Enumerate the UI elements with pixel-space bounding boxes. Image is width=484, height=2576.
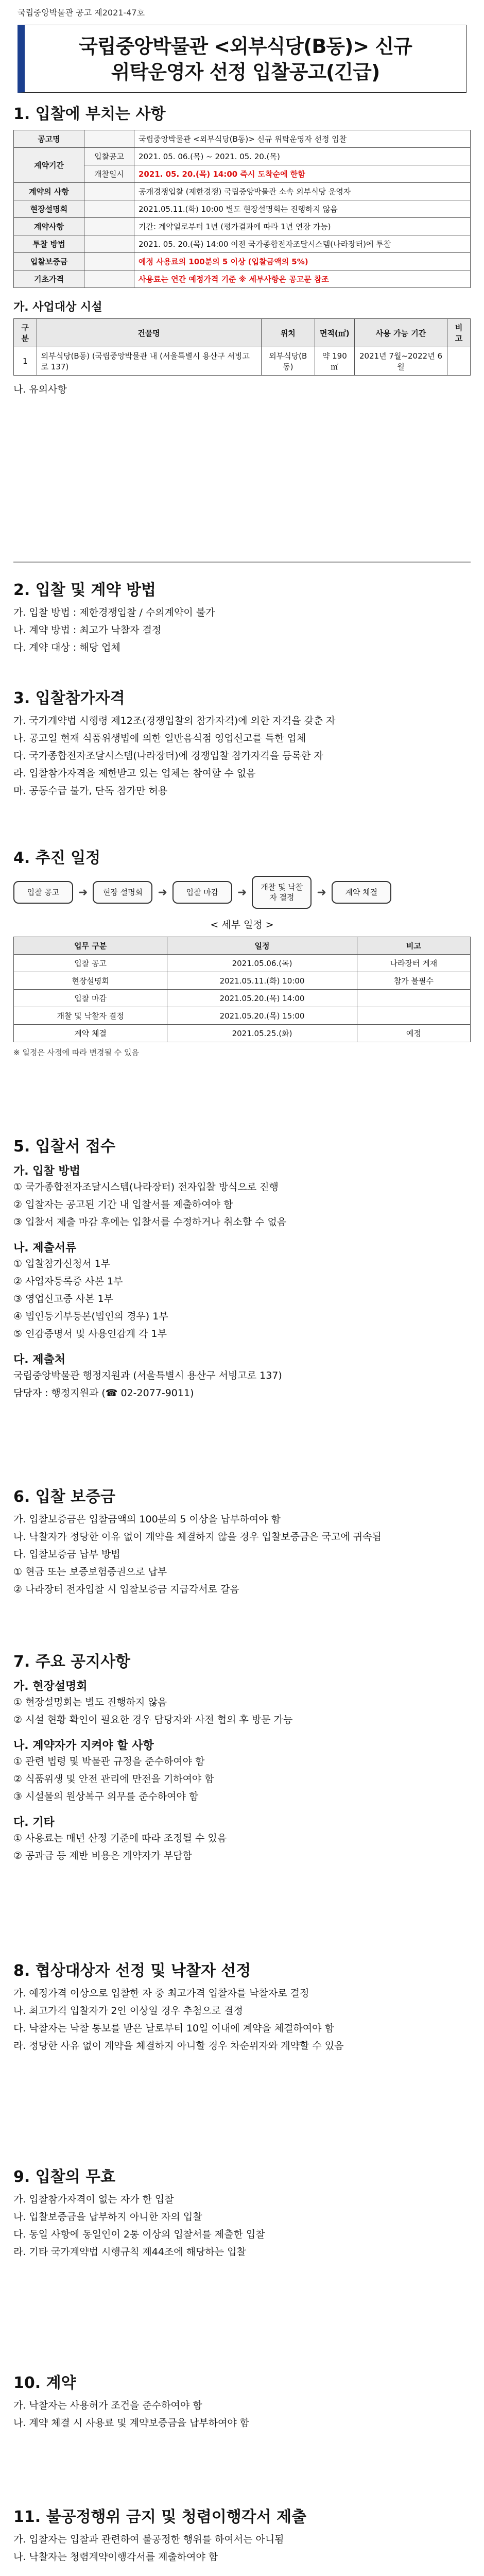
section-4-heading: 4. 추진 일정 (13, 849, 101, 867)
list-item: ② 공과금 등 제반 비용은 계약자가 부담함 (13, 1850, 192, 1861)
divider (13, 562, 471, 563)
section-11-heading: 11. 불공정행위 금지 및 청렴이행각서 제출 (13, 2508, 307, 2526)
list-item: ⑤ 인감증명서 및 사용인감계 각 1부 (13, 1328, 167, 1340)
list-item: ① 입찰참가신청서 1부 (13, 1258, 111, 1269)
section-7-heading: 7. 주요 공지사항 (13, 1653, 131, 1671)
table-row: 계약의 사항 공개경쟁입찰 (제한경쟁) 국립중앙박물관 소속 외부식당 운영자 (14, 183, 471, 200)
table-row: 1 외부식당(B동) (국립중앙박물관 내 (서울특별시 용산구 서빙고로 137) 외부식당(B동) 약 190㎡ 2021년 7월~2022년 6월 (14, 347, 471, 376)
section-6 (13, 1484, 471, 1598)
list-item: ② 나라장터 전자입찰 시 입찰보증금 지급각서로 갈음 (13, 1584, 239, 1595)
section-7 (13, 1649, 471, 1865)
section-1-table (13, 130, 471, 288)
list-item: 나. 최고가격 입찰자가 2인 이상일 경우 추첨으로 결정 (13, 2005, 243, 2016)
list-item: 가. 입찰 방법 : 제한경쟁입찰 / 수의계약이 불가 (13, 607, 215, 618)
facility-table (13, 318, 471, 376)
facility-heading: 가. 사업대상 시설 (13, 301, 102, 314)
list-item: ② 식품위생 및 안전 관리에 만전을 기하여야 함 (13, 1773, 214, 1785)
table-row: 입찰 마감 2021.05.20.(목) 14:00 (14, 990, 471, 1007)
table-row: 기초가격 사용료는 연간 예정가격 기준 ※ 세부사항은 공고문 참조 (14, 270, 471, 288)
list-item: 다. 입찰보증금 납부 방법 (13, 1549, 120, 1560)
schedule-table (13, 937, 471, 1042)
list-item: 나. 공고일 현재 식품위생법에 의한 일반음식점 영업신고를 득한 업체 (13, 733, 306, 744)
list-item: 가. 입찰참가자격이 없는 자가 한 입찰 (13, 2194, 174, 2205)
list-item: ② 시설 현황 확인이 필요한 경우 담당자와 사전 협의 후 방문 가능 (13, 1714, 293, 1725)
table-header-row: 구분 건물명 위치 면적(㎡) 사용 가능 기간 비고 (14, 319, 471, 347)
table-row: 입찰보증금 예정 사용료의 100분의 5 이상 (입찰금액의 5%) (14, 253, 471, 270)
section-10-heading: 10. 계약 (13, 2374, 76, 2392)
list-item: ② 사업자등록증 사본 1부 (13, 1276, 123, 1287)
list-item: 라. 정당한 사유 없이 계약을 체결하지 아니할 경우 차순위자와 계약할 수 있음 (13, 2040, 344, 2052)
table-row: 투찰 방법 2021. 05. 20.(목) 14:00 이전 국가종합전자조달시스템(나라장터)에 투찰 (14, 235, 471, 253)
list-item: ① 현금 또는 보증보험증권으로 납부 (13, 1566, 167, 1578)
table-row: 공고명 국립중앙박물관 <외부식당(B동)> 신규 위탁운영자 선정 입찰 (14, 130, 471, 148)
list-item: ③ 영업신고증 사본 1부 (13, 1293, 114, 1304)
table-header-row: 업무 구분 일정 비고 (14, 937, 471, 955)
list-item: 나. 낙찰자가 정당한 이유 없이 계약을 체결하지 않을 경우 입찰보증금은 국고에 귀속됨 (13, 1531, 382, 1543)
arrow-right-icon: ➜ (78, 886, 88, 899)
list-item: 가. 국가계약법 시행령 제12조(경쟁입찰의 참가자격)에 의한 자격을 갖춘 자 (13, 715, 336, 726)
section-8 (13, 1958, 471, 2055)
subheading: 다. 제출처 (13, 1353, 66, 1366)
flow-step: 입찰 공고 (13, 881, 73, 904)
schedule-note: ※ 일정은 사정에 따라 변경될 수 있음 (13, 1048, 140, 1057)
list-item: 다. 국가종합전자조달시스템(나라장터)에 경쟁입찰 참가자격을 등록한 자 (13, 750, 323, 761)
section-8-heading: 8. 협상대상자 선정 및 낙찰자 선정 (13, 1962, 251, 1980)
table-row: 계약 체결 2021.05.25.(화) 예정 (14, 1025, 471, 1042)
list-item: ① 관련 법령 및 박물관 규정을 준수하여야 함 (13, 1756, 205, 1767)
section-2 (13, 577, 471, 656)
list-item: ② 입찰자는 공고된 기간 내 입찰서를 제출하여야 함 (13, 1199, 233, 1210)
title-box (18, 25, 466, 93)
list-item: 다. 동일 사항에 동일인이 2통 이상의 입찰서를 제출한 입찰 (13, 2229, 265, 2240)
list-item: 마. 공동수급 불가, 단독 참가만 허용 (13, 785, 168, 796)
flow-step: 현장 설명회 (93, 881, 152, 904)
list-item: ① 현장설명회는 별도 진행하지 않음 (13, 1697, 167, 1708)
table-row: 입찰 공고 2021.05.06.(목) 나라장터 게재 (14, 955, 471, 972)
list-item: ③ 시설물의 원상복구 의무를 준수하여야 함 (13, 1791, 199, 1802)
table-row: 개찰일시 2021. 05. 20.(목) 14:00 즉시 도착순에 한함 (14, 165, 471, 183)
list-item: 국립중앙박물관 행정지원과 (서울특별시 용산구 서빙고로 137) (13, 1370, 282, 1381)
section-9-heading: 9. 입찰의 무효 (13, 2168, 116, 2186)
subheading: 나. 계약자가 지켜야 할 사항 (13, 1739, 154, 1752)
section-10 (13, 2370, 471, 2432)
list-item: 다. 계약 대상 : 해당 업체 (13, 642, 120, 653)
list-item: 담당자 : 행정지원과 (☎ 02-2077-9011) (13, 1387, 194, 1399)
table-row: 계약기간 입찰공고 2021. 05. 06.(목) ~ 2021. 05. 20.(목) (14, 148, 471, 165)
list-item: 다. 낙찰자는 낙찰 통보를 받은 날로부터 10일 이내에 계약을 체결하여야 함 (13, 2023, 334, 2034)
list-item: ③ 입찰서 제출 마감 후에는 입찰서를 수정하거나 취소할 수 없음 (13, 1216, 287, 1228)
list-item: 가. 입찰자는 입찰과 관련하여 불공정한 행위를 하여서는 아니됨 (13, 2534, 284, 2545)
list-item: 가. 입찰보증금은 입찰금액의 100분의 5 이상을 납부하여야 함 (13, 1514, 281, 1525)
list-item: 라. 기타 국가계약법 시행규칙 제44조에 해당하는 입찰 (13, 2246, 246, 2258)
list-item: 가. 낙찰자는 사용허가 조건을 준수하여야 함 (13, 2400, 202, 2411)
section-11 (13, 2504, 471, 2566)
subheading: 가. 입찰 방법 (13, 1165, 80, 1178)
list-item: ④ 법인등기부등본(법인의 경우) 1부 (13, 1311, 168, 1322)
arrow-right-icon: ➜ (158, 886, 167, 899)
table-row: 현장설명회 2021.05.11.(화) 10:00 참가 불필수 (14, 972, 471, 990)
list-item: 나. 계약 체결 시 사용료 및 계약보증금을 납부하여야 함 (13, 2417, 250, 2429)
section-5-heading: 5. 입찰서 접수 (13, 1138, 116, 1156)
flow-step: 계약 체결 (332, 881, 391, 904)
section-4 (13, 845, 471, 1066)
section-6-heading: 6. 입찰 보증금 (13, 1488, 116, 1506)
title-line-2: 위탁운영자 선정 입찰공고(긴급) (111, 61, 380, 83)
list-item: ① 사용료는 매년 산정 기준에 따라 조정될 수 있음 (13, 1833, 227, 1844)
list-item: 나. 입찰보증금을 납부하지 아니한 자의 입찰 (13, 2211, 202, 2223)
list-item: 나. 낙찰자는 청렴계약이행각서를 제출하여야 함 (13, 2551, 218, 2563)
schedule-caption: < 세부 일정 > (210, 919, 274, 930)
flow-step: 개찰 및 낙찰자 결정 (252, 876, 312, 909)
section-2-heading: 2. 입찰 및 계약 방법 (13, 581, 156, 599)
table-row: 계약사항 기간: 계약일로부터 1년 (평가결과에 따라 1년 연장 가능) (14, 218, 471, 235)
section-9 (13, 2164, 471, 2261)
arrow-right-icon: ➜ (237, 886, 247, 899)
schedule-flow (13, 876, 471, 909)
list-item: ① 국가종합전자조달시스템(나라장터) 전자입찰 방식으로 진행 (13, 1181, 279, 1193)
section-3-heading: 3. 입찰참가자격 (13, 689, 125, 707)
section-3 (13, 685, 471, 800)
list-item: 라. 입찰참가자격을 제한받고 있는 업체는 참여할 수 없음 (13, 768, 256, 779)
table-row: 현장설명회 2021.05.11.(화) 10:00 별도 현장설명회는 진행하지 않음 (14, 200, 471, 218)
list-item: 가. 예정가격 이상으로 입찰한 자 중 최고가격 입찰자를 낙찰자로 결정 (13, 1988, 309, 1999)
facility-note: 나. 유의사항 (13, 384, 67, 395)
subheading: 다. 기타 (13, 1816, 55, 1829)
subheading: 나. 제출서류 (13, 1242, 77, 1255)
section-1-heading: 1. 입찰에 부치는 사항 (13, 105, 166, 123)
notice-number: 국립중앙박물관 공고 제2021-47호 (18, 8, 145, 18)
list-item: 나. 계약 방법 : 최고가 낙찰자 결정 (13, 624, 162, 636)
subheading: 가. 현장설명회 (13, 1680, 88, 1693)
section-1 (13, 101, 471, 398)
section-5 (13, 1133, 471, 1402)
flow-step: 입찰 마감 (172, 881, 232, 904)
table-row: 개찰 및 낙찰자 결정 2021.05.20.(목) 15:00 (14, 1007, 471, 1025)
arrow-right-icon: ➜ (317, 886, 326, 899)
title-line-1: 국립중앙박물관 <외부식당(B동)> 신규 (79, 35, 412, 58)
